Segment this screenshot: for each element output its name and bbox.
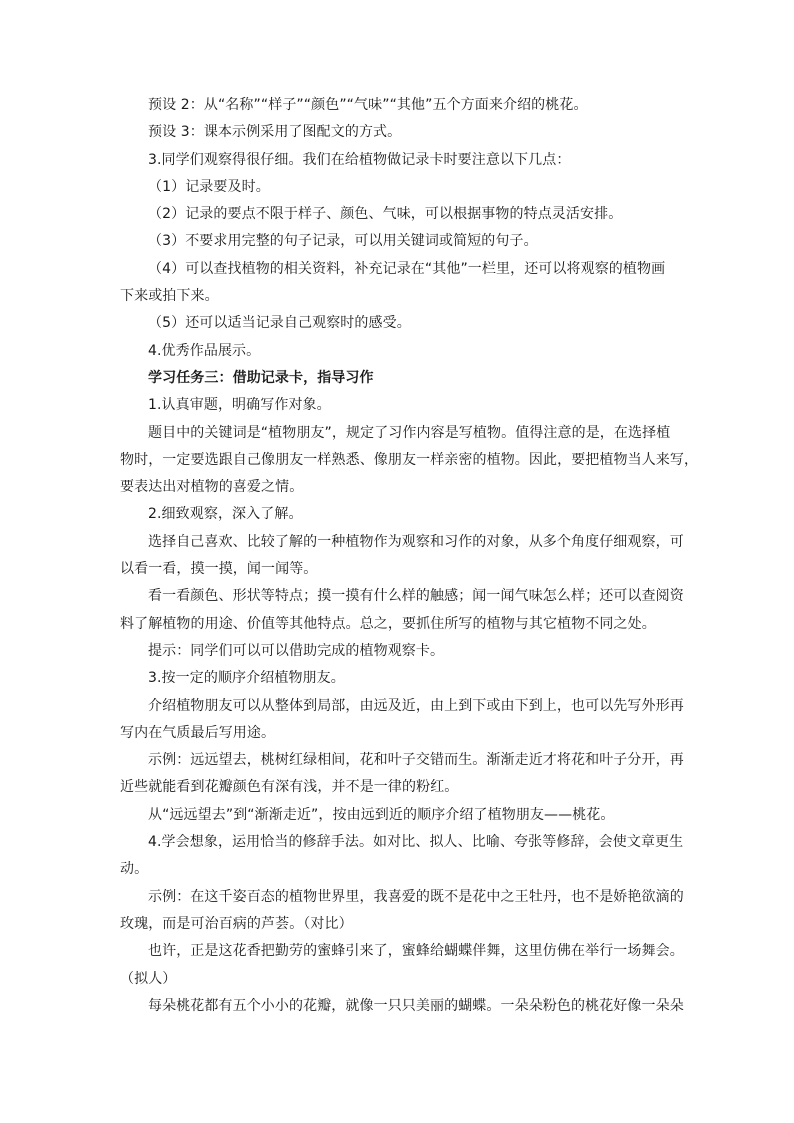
text-line: （拟人）	[120, 970, 177, 987]
text-line: （1）记录要及时。	[148, 178, 270, 195]
text-line: 近些就能看到花瓣颜色有深有浅，并不是一律的粉红。	[120, 779, 459, 796]
text-line: （3）不要求用完整的句子记录，可以用关键词或简短的句子。	[148, 233, 538, 250]
text-line: 题目中的关键词是“植物朋友”，规定了习作内容是写植物。值得注意的是，在选择植	[148, 424, 671, 441]
text-line: 物时，一定要选跟自己像朋友一样熟悉、像朋友一样亲密的植物。因此，要把植物当人来写，	[120, 451, 699, 468]
text-line: 2.细致观察，深入了解。	[148, 506, 303, 523]
text-line: 3.同学们观察得很仔细。我们在给植物做记录卡时要注意以下几点：	[148, 151, 571, 168]
text-line: 动。	[120, 861, 149, 878]
text-line: 3.按一定的顺序介绍植物朋友。	[148, 670, 345, 687]
text-line: 选择自己喜欢、比较了解的一种植物作为观察和习作的对象，从多个角度仔细观察，可	[148, 533, 684, 550]
text-line: 写内在气质最后写用途。	[120, 724, 276, 741]
text-line: 玫瑰，而是可治百病的芦荟。（对比）	[120, 915, 353, 932]
text-line: （2）记录的要点不限于样子、颜色、气味，可以根据事物的特点灵活安排。	[148, 206, 623, 223]
text-line: （4）可以查找植物的相关资料，补充记录在“其他”一栏里，还可以将观察的植物画	[148, 260, 666, 277]
text-line: 每朵桃花都有五个小小的花瓣，就像一只只美丽的蝴蝶。一朵朵粉色的桃花好像一朵朵	[148, 997, 684, 1014]
text-line: 4.学会想象，运用恰当的修辞手法。如对比、拟人、比喻、夸张等修辞，会使文章更生	[148, 834, 684, 851]
document-page	[120, 92, 699, 1020]
text-line: 下来或拍下来。	[120, 288, 219, 305]
text-line: 也许，正是这花香把勤劳的蜜蜂引来了，蜜蜂给蝴蝶伴舞，这里仿佛在举行一场舞会。	[148, 943, 684, 960]
text-line: （5）还可以适当记录自己观察时的感受。	[148, 315, 411, 332]
text-line: 1.认真审题，明确写作对象。	[148, 397, 331, 414]
text-line: 预设 3：课本示例采用了图配文的方式。	[148, 124, 402, 141]
text-line: 提示：同学们可以可以借助完成的植物观察卡。	[148, 642, 445, 659]
section-heading: 学习任务三：借助记录卡，指导习作	[148, 369, 374, 386]
text-line: 预设 2：从“名称”“样子”“颜色”“气味”“其他”五个方面来介绍的桃花。	[148, 97, 588, 113]
text-line: 示例：远远望去，桃树红绿相间，花和叶子交错而生。渐渐走近才将花和叶子分开，再	[148, 752, 684, 769]
text-line: 从“远远望去”到“渐渐走近”，按由远到近的顺序介绍了植物朋友——桃花。	[148, 806, 615, 823]
document-body	[120, 92, 699, 1020]
text-line: 示例：在这千姿百态的植物世界里，我喜爱的既不是花中之王牡丹，也不是娇艳欲滴的	[148, 888, 684, 905]
text-line: 要表达出对植物的喜爱之情。	[120, 479, 304, 496]
text-line: 料了解植物的用途、价值等其他特点。总之，要抓住所写的植物与其它植物不同之处。	[120, 615, 656, 632]
text-line: 看一看颜色、形状等特点；摸一摸有什么样的触感；闻一闻气味怎么样；还可以查阅资	[148, 588, 684, 605]
text-line: 以看一看，摸一摸，闻一闻等。	[120, 561, 318, 578]
text-line: 4.优秀作品展示。	[148, 342, 261, 359]
text-line: 介绍植物朋友可以从整体到局部，由远及近，由上到下或由下到上，也可以先写外形再	[148, 697, 684, 714]
